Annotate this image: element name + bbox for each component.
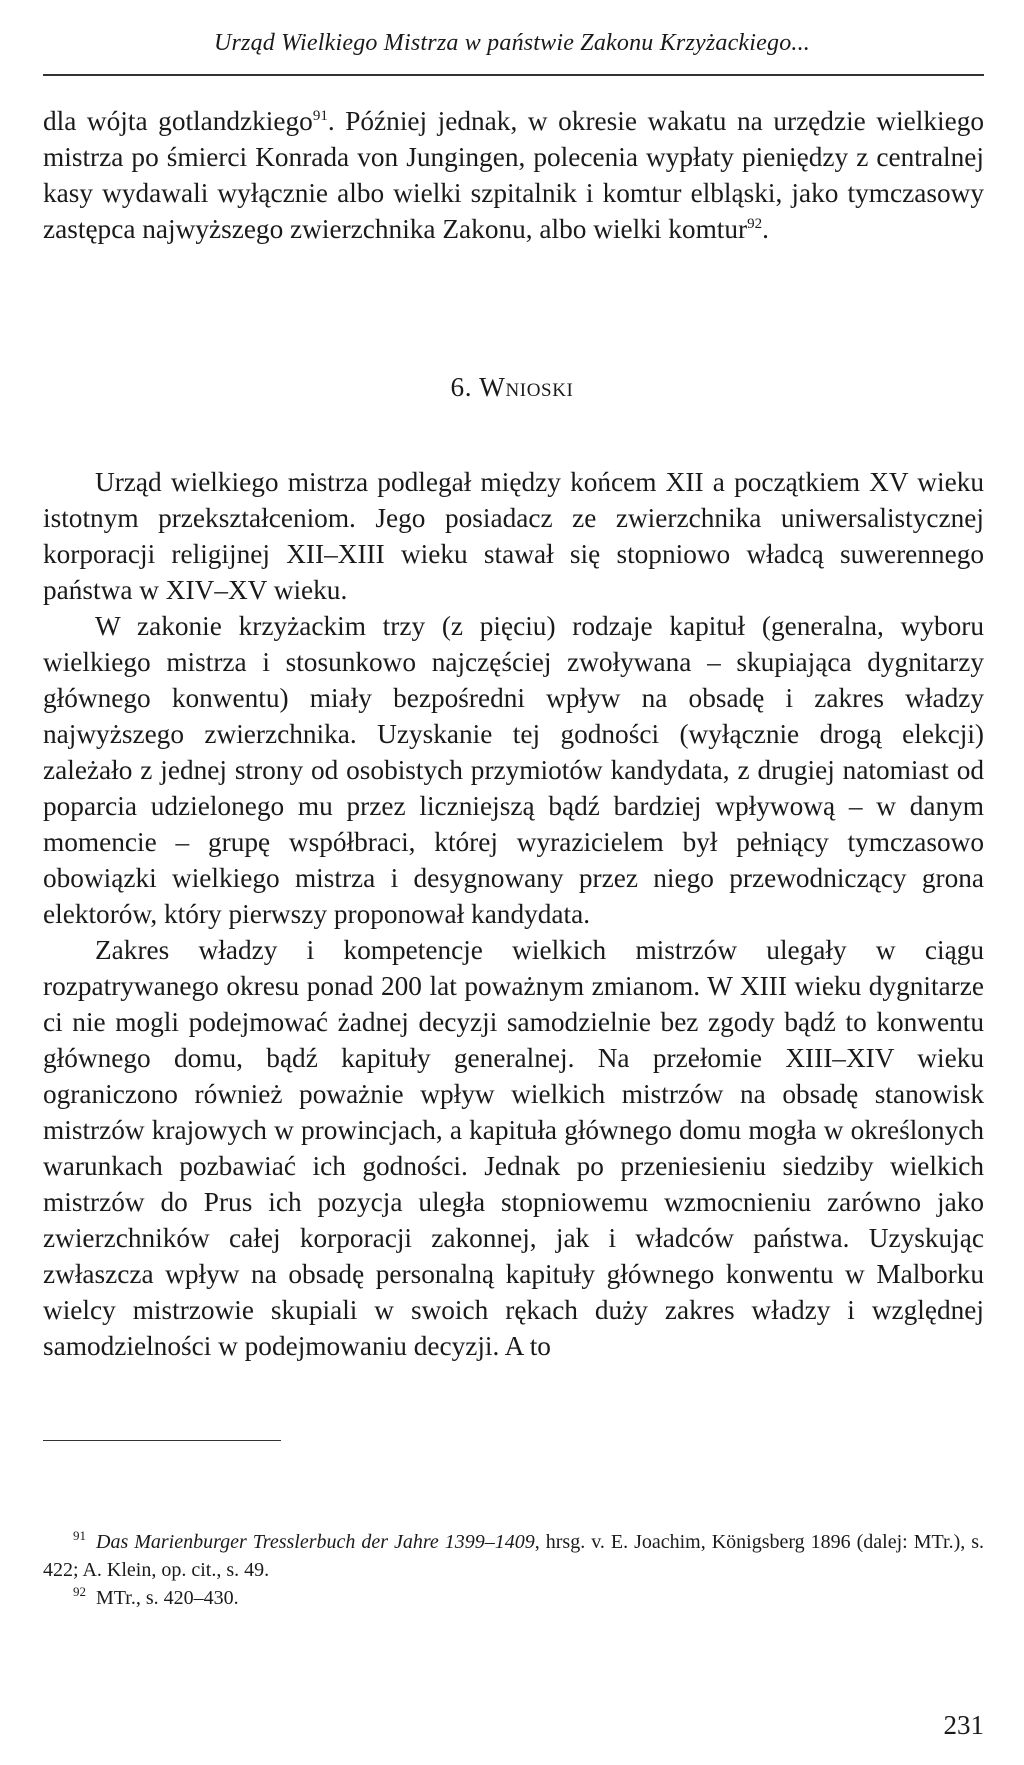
footnote-separator	[43, 1440, 281, 1441]
paragraph-conclusions-1: Urząd wielkiego mistrza podlegał między końcem XII a początkiem XV wieku istotnym przekształceniom. Jego posiadacz ze zwierzchnika uniwersalistycznej korporacji religijnej XII–XIII wieku stawał się stopniowo władcą suwerennego państwa w XIV–XV wieku.	[43, 467, 984, 605]
footnote-92-mark: 92	[73, 1584, 86, 1600]
section-number: 6.	[450, 372, 480, 402]
document-page	[40, 0, 984, 1765]
page-number: 231	[943, 1710, 984, 1740]
section-heading	[40, 372, 984, 403]
header-rule	[43, 74, 984, 76]
footnote-ref-91[interactable]: 91	[312, 107, 328, 124]
section-title-initial: W	[479, 372, 506, 402]
footnote-91-mark: 91	[73, 1528, 86, 1544]
footnote-ref-92[interactable]: 92	[747, 215, 763, 232]
footnote-91-text: , hrsg. v. E. Joachim, Königsberg 1896 (dalej: MTr.), s. 422; A. Klein, op. cit., s. 49.	[43, 1531, 984, 1581]
opening-paragraph	[43, 103, 984, 247]
conclusions-body	[43, 464, 984, 1364]
paragraph-conclusions-2: W zakonie krzyżackim trzy (z pięciu) rodzaje kapituł (generalna, wyboru wielkiego mistrza i stosunkowo najczęściej zwoływana – skupiająca dygnitarzy głównego konwentu) miały bezpośredni wpływ na obsadę i zakres władzy najwyższego zwierzchnika. Uzyskanie tej godności (wyłącznie drogą elekcji) zależało z jednej strony od osobistych przymiotów kandydata, z drugiej natomiast od poparcia udzielonego mu przez liczniejszą bądź bardziej wpływową – w danym momencie – grupę współbraci, której wyrazicielem był pełniący tymczasowo obowiązki wielkiego mistrza i desygnowany przez niego przewodniczący grona elektorów, który pierwszy proponował kandydata.	[43, 611, 984, 929]
paragraph-conclusions-3: Zakres władzy i kompetencje wielkich mistrzów ulegały w ciągu rozpatrywanego okresu ponad 200 lat poważnym zmianom. W XIII wieku dygnitarze ci nie mogli podejmować żadnej decyzji samodzielnie bez zgody bądź to konwentu głównego domu, bądź kapituły generalnej. Na przełomie XIII–XIV wieku ograniczono również poważnie wpływ wielkich mistrzów na obsadę stanowisk mistrzów krajowych w prowincjach, a kapituła głównego domu mogła w określonych warunkach pozbawiać ich godności. Jednak po przeniesieniu siedziby wielkich mistrzów do Prus ich pozycja uległa stopniowemu wzmocnieniu zarówno jako zwierzchników całej korporacji zakonnej, jak i władców państwa. Uzyskując zwłaszcza wpływ na obsadę personalną kapituły głównego konwentu w Malborku wielcy mistrzowie skupiali w swoich rękach duży zakres władzy i względnej samodzielności w podejmowaniu decyzji. A to	[43, 935, 984, 1361]
footnote-92-text: MTr., s. 420–430.	[96, 1587, 239, 1609]
footnote-92	[43, 1584, 984, 1612]
paragraph-1-text-b: . Później jednak, w okresie wakatu na urzędzie wielkiego mistrza po śmierci Konrada von Jungingen, polecenia wypłaty pieniędzy z centralnej kasy wydawali wyłącznie albo wielki szpitalnik i komtur elbląski, jako tymczasowy zastępca najwyższego zwierzchnika Zakonu, albo wielki komtur	[43, 106, 984, 244]
running-head: Urząd Wielkiego Mistrza w państwie Zakonu Krzyżackiego...	[213, 30, 811, 56]
footnote-91-title: Das Marienburger Tresslerbuch der Jahre 1399–1409	[96, 1531, 535, 1553]
section-title-rest: nioski	[505, 372, 574, 402]
footnote-91	[43, 1528, 984, 1612]
paragraph-1-text-a: dla wójta gotlandzkiego	[43, 106, 313, 136]
paragraph-1-text-c: .	[762, 214, 769, 244]
